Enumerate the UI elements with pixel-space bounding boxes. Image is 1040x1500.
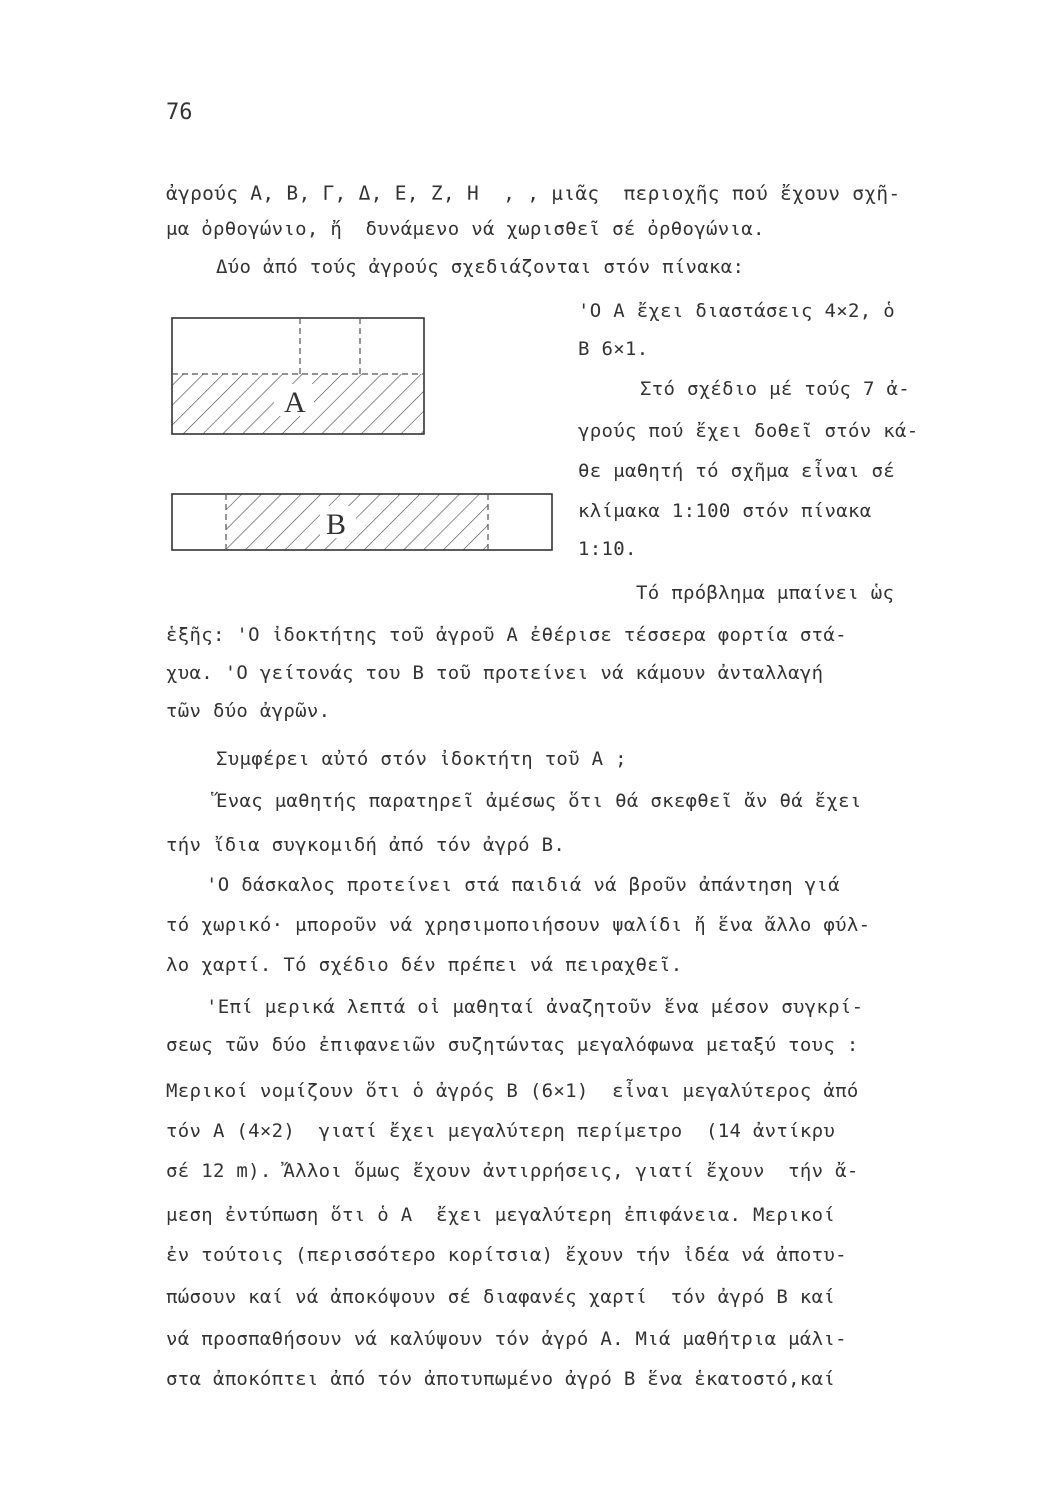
field-a-label: A: [284, 386, 306, 419]
text-line: 'Επί μερικά λεπτά οἱ μαθηταί ἀναζητοῦν ἕνα μέσον συγκρί-: [206, 996, 864, 1018]
text-line: χυα. 'Ο γείτονάς του Β τοῦ προτείνει νά κάμουν ἀνταλλαγή: [166, 662, 824, 684]
text-line: Δύο ἀπό τούς ἀγρούς σχεδιάζονται στόν πίνακα:: [216, 256, 745, 278]
text-line: σεως τῶν δύο ἐπιφανειῶν συζητώντας μεγαλόφωνα μεταξύ τους :: [166, 1034, 859, 1056]
text-line: νά προσπαθήσουν νά καλύψουν τόν ἀγρό Α. Μιά μαθήτρια μάλι-: [166, 1328, 847, 1350]
text-line: Συμφέρει αὐτό στόν ἰδοκτήτη τοῦ Α ;: [216, 748, 627, 770]
text-line: 'Ο δάσκαλος προτείνει στά παιδιά νά βροῦν ἀπάντηση γιά: [206, 874, 840, 896]
text-line: τόν Α (4×2) γιατί ἔχει μεγαλύτερη περίμετρο (14 ἀντίκρυ: [166, 1120, 836, 1142]
text-line: Στό σχέδιο μέ τούς 7 ἀ-: [640, 378, 910, 400]
text-line: 'Ο Α ἔχει διαστάσεις 4×2, ὁ: [578, 300, 895, 322]
text-line: Μερικοί νομίζουν ὅτι ὁ ἀγρός Β (6×1) εἶναι μεγαλύτερος ἀπό: [166, 1080, 859, 1102]
text-line: Τό πρόβλημα μπαίνει ὡς: [636, 582, 895, 604]
text-line: θε μαθητή τό σχῆμα εἶναι σέ: [578, 460, 895, 482]
field-b: [172, 494, 552, 550]
text-line: Β 6×1.: [578, 338, 649, 360]
text-line: σέ 12 m). Ἄλλοι ὅμως ἔχουν ἀντιρρήσεις, γιατί ἔχουν τήν ἄ-: [166, 1160, 859, 1182]
field-a: [172, 318, 424, 434]
text-line: ἑξῆς: 'Ο ἰδοκτήτης τοῦ ἀγροῦ Α ἐθέρισε τέσσερα φορτία στά-: [166, 624, 847, 646]
text-line: λο χαρτί. Τό σχέδιο δέν πρέπει νά πειραχθεῖ.: [166, 954, 683, 976]
text-line: μα ὀρθογώνιο, ἤ δυνάμενο νά χωρισθεῖ σέ ὀρθογώνια.: [166, 218, 765, 240]
text-line: μεση ἐντύπωση ὅτι ὁ Α ἔχει μεγαλύτερη ἐπιφάνεια. Μερικοί: [166, 1204, 836, 1226]
text-line: τό χωρικό· μποροῦν νά χρησιμοποιήσουν ψαλίδι ἤ ἕνα ἄλλο φύλ-: [166, 914, 871, 936]
page-number: 76: [166, 100, 193, 125]
text-line: γρούς πού ἔχει δοθεῖ στόν κά-: [578, 420, 919, 442]
text-line: Ἕνας μαθητής παρατηρεῖ ἀμέσως ὅτι θά σκεφθεῖ ἄν θά ἔχει: [216, 790, 862, 812]
field-b-label: B: [326, 508, 347, 541]
text-line: στα ἀποκόπτει ἀπό τόν ἀποτυπωμένο ἀγρό Β ἕνα ἑκατοστό,καί: [166, 1368, 836, 1390]
text-line: ἐν τούτοις (περισσότερο κορίτσια) ἔχουν τήν ἰδέα νά ἀποτυ-: [166, 1244, 847, 1266]
text-line: πώσουν καί νά ἀποκόψουν σέ διαφανές χαρτί τόν ἀγρό Β καί: [166, 1286, 836, 1308]
text-line: τήν ἴδια συγκομιδή ἀπό τόν ἀγρό Β.: [166, 834, 566, 856]
fields-figure: [166, 312, 566, 562]
text-line: κλίμακα 1:100 στόν πίνακα: [578, 500, 872, 522]
text-line: ἀγρούς Α, Β, Γ, Δ, Ε, Ζ, Η , , μιᾶς περιοχῆς πού ἔχουν σχῆ-: [166, 182, 901, 205]
text-line: 1:10.: [578, 538, 637, 560]
text-line: τῶν δύο ἀγρῶν.: [166, 700, 331, 722]
